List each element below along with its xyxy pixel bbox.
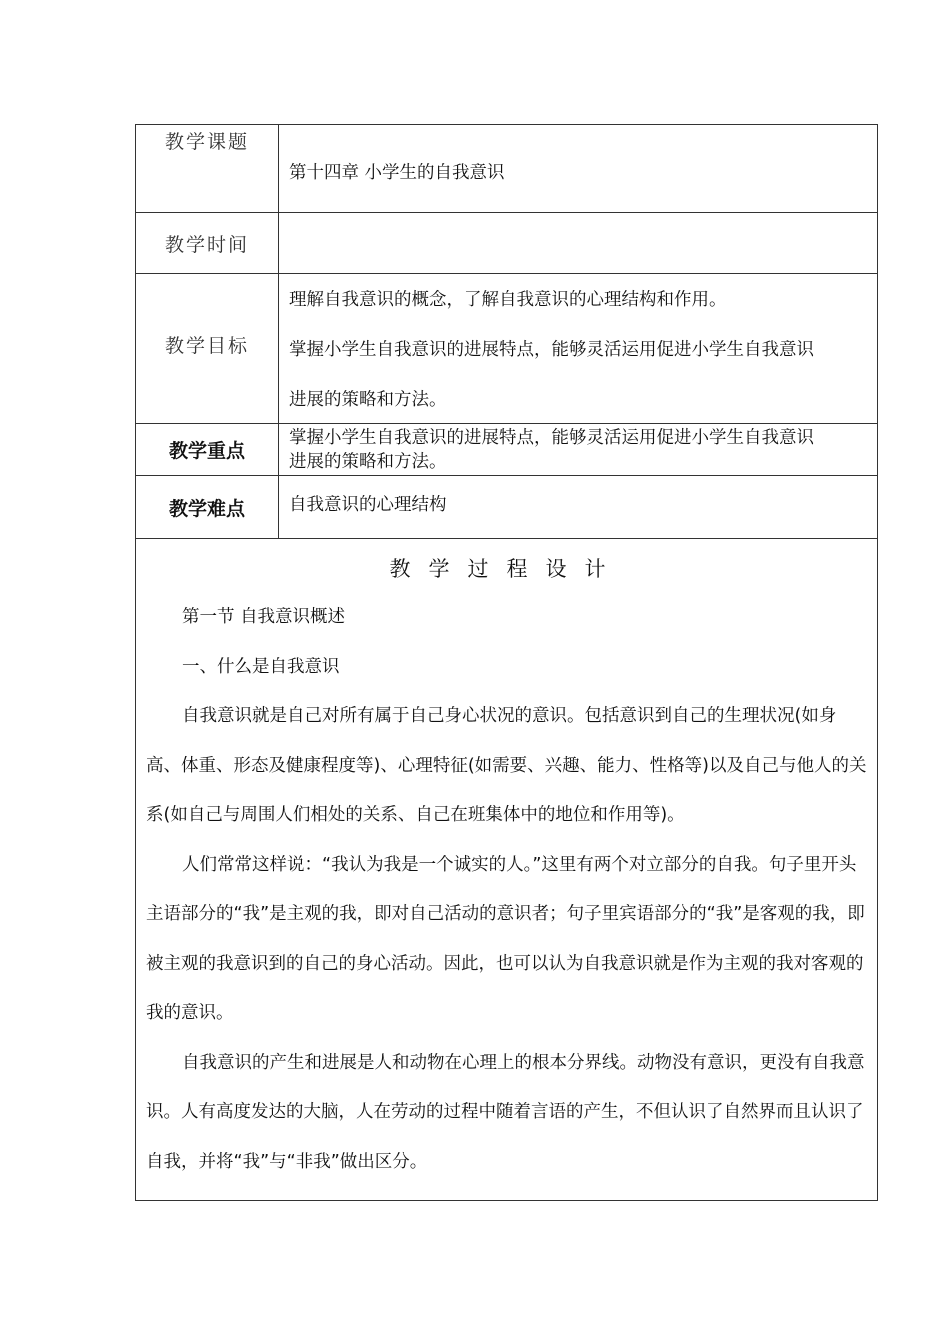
label-key-points: 教学重点	[136, 424, 279, 476]
section-title: 第一节 自我意识概述	[182, 607, 346, 627]
lesson-plan-table	[135, 124, 878, 1201]
key-point-line-1: 掌握小学生自我意识的进展特点，能够灵活运用促进小学生自我意识	[289, 428, 814, 448]
value-time	[279, 213, 878, 274]
objective-line-2: 掌握小学生自我意识的进展特点，能够灵活运用促进小学生自我意识	[289, 340, 814, 360]
subsection-title: 一、什么是自我意识	[182, 656, 340, 677]
value-difficulty: 自我意识的心理结构	[279, 476, 878, 539]
label-time: 教学时间	[136, 213, 279, 274]
label-topic: 教学课题	[136, 125, 279, 213]
value-key-points	[279, 424, 878, 476]
objective-line-1: 理解自我意识的概念，了解自我意识的心理结构和作用。	[289, 290, 727, 310]
label-objectives: 教学目标	[136, 274, 279, 424]
key-point-line-2: 进展的策略和方法。	[289, 452, 447, 472]
row-time	[136, 213, 878, 274]
paragraph-3: 自我意识的产生和进展是人和动物在心理上的根本分界线。动物没有意识，更没有自我意识。人有高度发达的大脑，人在劳动的过程中随着言语的产生，不但认识了自然界而且认识了自我，并将“我”与“非我”做出区分。	[146, 1052, 865, 1172]
objective-line-3: 进展的策略和方法。	[289, 390, 447, 410]
process-cell	[136, 539, 878, 1201]
row-process	[136, 539, 878, 1201]
row-difficulty	[136, 476, 878, 539]
row-key-points	[136, 424, 878, 476]
process-body	[136, 593, 877, 1187]
label-difficulty: 教学难点	[136, 476, 279, 539]
value-topic: 第十四章 小学生的自我意识	[279, 125, 878, 213]
row-topic	[136, 125, 878, 213]
paragraph-1: 自我意识就是自己对所有属于自己身心状况的意识。包括意识到自己的生理状况(如身高、体重、形态及健康程度等)、心理特征(如需要、兴趣、能力、性格等)以及自己与他人的关系(如自己与周围人们相处的关系、自己在班集体中的地位和作用等)。	[146, 706, 867, 825]
value-objectives	[279, 274, 878, 424]
process-heading: 教学过程设计	[389, 557, 624, 581]
row-objectives	[136, 274, 878, 424]
paragraph-2: 人们常常这样说：“我认为我是一个诚实的人。”这里有两个对立部分的自我。句子里开头主语部分的“我”是主观的我，即对自己活动的意识者；句子里宾语部分的“我”是客观的我，即被主观的我意识到的自己的身心活动。因此，也可以认为自我意识就是作为主观的我对客观的我的意识。	[146, 854, 865, 1023]
